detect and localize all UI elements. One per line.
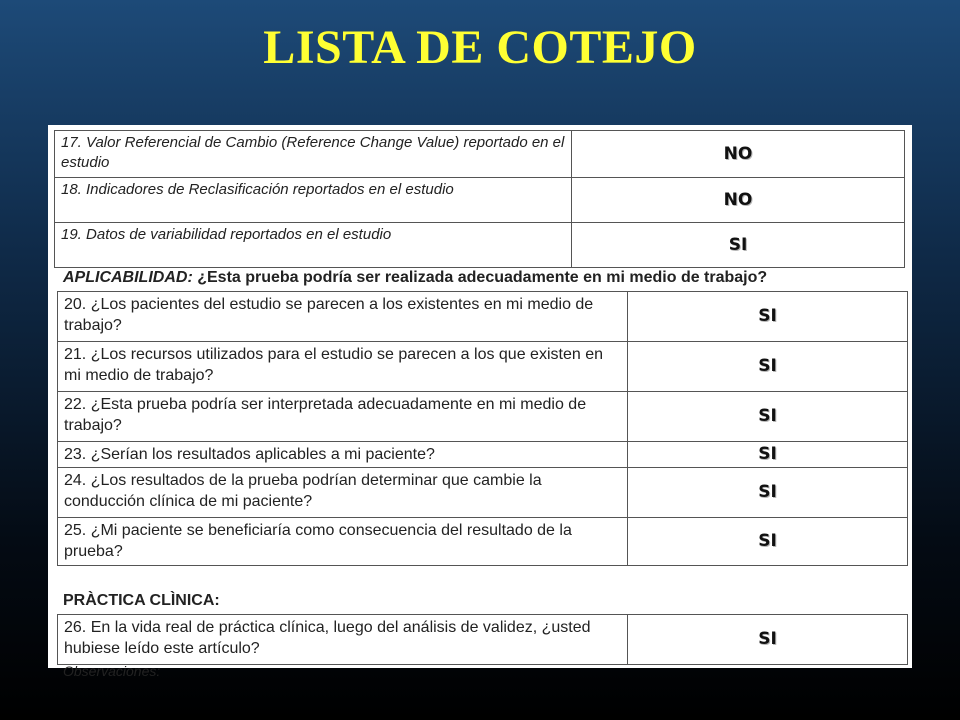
answer-21: SI [758,356,777,376]
answer-cell [628,342,908,392]
question-23: 23. ¿Serían los resultados aplicables a mi paciente? [58,442,628,468]
applicability-table [57,291,908,566]
answer-22: SI [758,406,777,426]
answer-cell [628,518,908,566]
table-row [58,468,908,518]
question-25: 25. ¿Mi paciente se beneficiaría como consecuencia del resultado de la prueba? [58,518,628,566]
answer-cell [572,178,905,223]
practice-table [57,614,908,665]
answer-25: SI [758,531,777,551]
answer-cell [572,131,905,178]
answer-cell [628,392,908,442]
slide-title: LISTA DE COTEJO [263,21,697,74]
question-17: 17. Valor Referencial de Cambio (Reference Change Value) reportado en el estudio [55,131,572,178]
table-row [58,518,908,566]
table-row [58,615,908,665]
answer-cell [628,442,908,468]
checklist-document [48,125,912,679]
answer-20: SI [758,306,777,326]
applicability-label: APLICABILIDAD: [63,269,193,286]
observations-label: Observaciones: [63,663,161,679]
table-row [58,442,908,468]
applicability-heading [63,269,767,287]
table-row [55,131,905,178]
question-18: 18. Indicadores de Reclasificación reportados en el estudio [55,178,572,223]
validity-table [54,130,905,268]
question-20: 20. ¿Los pacientes del estudio se parecen a los existentes en mi medio de trabajo? [58,292,628,342]
answer-17: NO [723,143,753,164]
answer-cell [572,223,905,268]
answer-cell [628,292,908,342]
question-19: 19. Datos de variabilidad reportados en el estudio [55,223,572,268]
question-24: 24. ¿Los resultados de la prueba podrían determinar que cambie la conducción clínica de mi paciente? [58,468,628,518]
answer-23: SI [758,444,777,464]
question-21: 21. ¿Los recursos utilizados para el estudio se parecen a los que existen en mi medio de trabajo? [58,342,628,392]
table-row [55,178,905,223]
answer-19: SI [728,234,748,255]
answer-24: SI [758,482,777,502]
table-row [58,392,908,442]
answer-cell [628,468,908,518]
answer-18: NO [723,189,753,210]
applicability-question: ¿Esta prueba podría ser realizada adecuadamente en mi medio de trabajo? [197,269,768,286]
table-row [55,223,905,268]
table-row [58,342,908,392]
answer-26: SI [758,629,777,649]
question-22: 22. ¿Esta prueba podría ser interpretada adecuadamente en mi medio de trabajo? [58,392,628,442]
question-26: 26. En la vida real de práctica clínica, luego del análisis de validez, ¿usted hubiese leído este artículo? [58,615,628,665]
practice-heading: PRÀCTICA CLÌNICA: [63,592,220,609]
table-row [58,292,908,342]
answer-cell [628,615,908,665]
